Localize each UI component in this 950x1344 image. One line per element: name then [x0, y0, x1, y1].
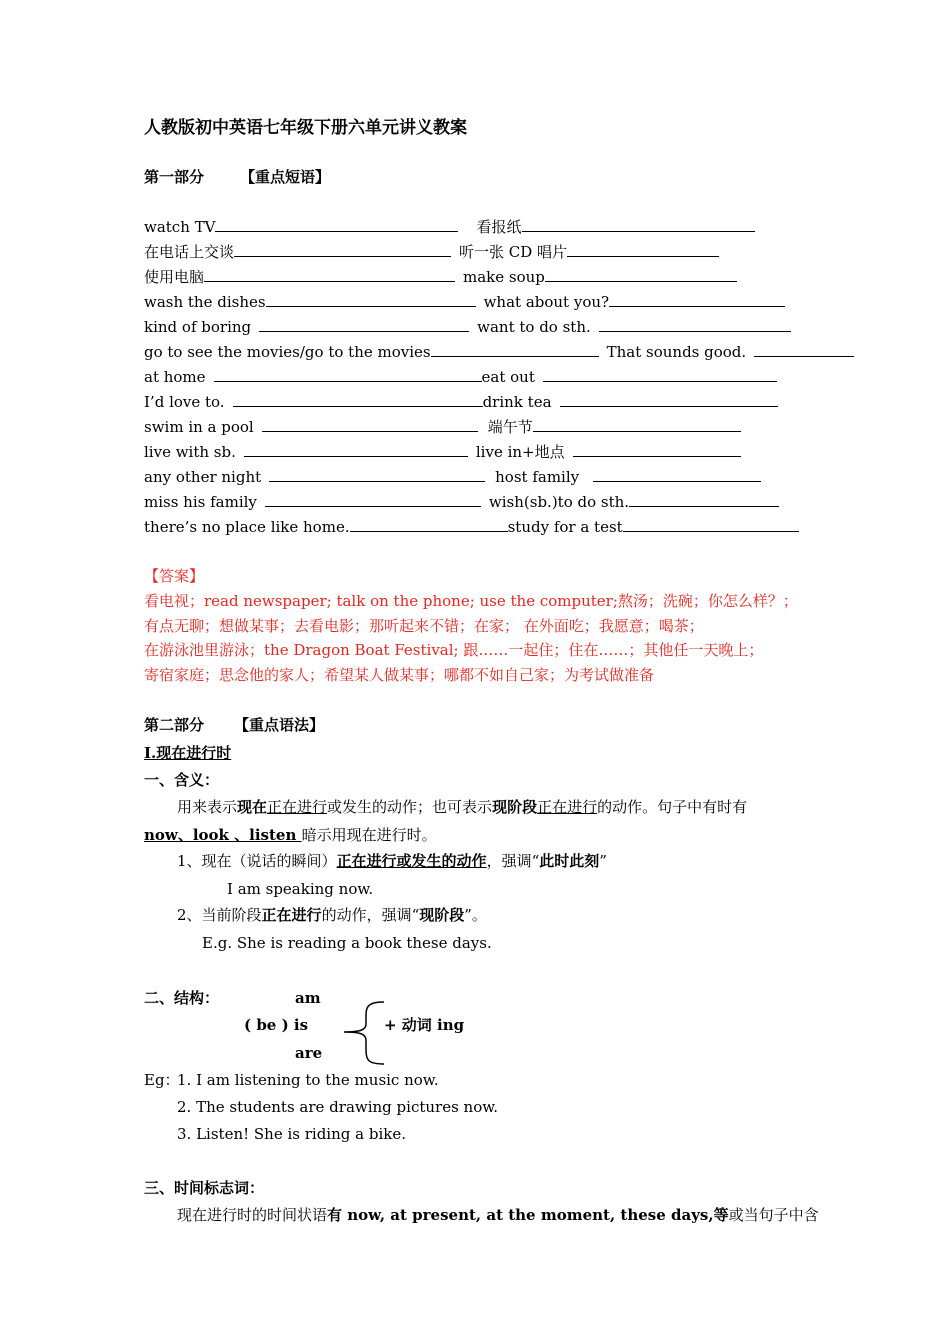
example-sentence: 2. The students are drawing pictures now. [177, 1098, 499, 1116]
phrase-left: 在电话上交谈 [144, 243, 235, 261]
brace-icon [340, 998, 388, 1068]
text: 1、现在（说话的瞬间） [177, 852, 337, 870]
part2-label-text: 第二部分 [144, 716, 205, 734]
structure-are: are [295, 1044, 323, 1062]
section-meaning: 一、含义： [144, 771, 220, 789]
phrase-row [144, 267, 737, 287]
meaning-paragraph-line1 [177, 797, 747, 817]
text: 正在进行 [267, 798, 328, 816]
part2-label [144, 715, 324, 735]
part1-label [144, 167, 330, 187]
phrase-right: wish(sb.)to do sth. [488, 493, 630, 511]
phrase-right: study for a test [507, 518, 623, 536]
meaning-paragraph-line2 [144, 825, 437, 845]
structure-am: am [295, 989, 321, 1007]
phrase-row [144, 392, 778, 412]
text: 2、当前阶段 [177, 906, 262, 924]
phrase-left: any other night [144, 468, 262, 486]
phrase-right: drink tea [482, 393, 552, 411]
text: 或发生的动作；也可表示 [327, 798, 493, 816]
part1-label-text: 第一部分 [144, 168, 205, 186]
usage-item-1 [177, 851, 607, 871]
phrase-row [144, 517, 799, 537]
text: 用来表示 [177, 798, 238, 816]
text: ”。 [464, 906, 487, 924]
text: 的动作，强调“ [321, 906, 420, 924]
text: 正在进行 [261, 906, 322, 924]
phrase-right: what about you? [483, 293, 610, 311]
text: now、look 、listen [144, 826, 302, 844]
phrase-row [144, 217, 755, 237]
phrase-row [144, 367, 777, 387]
text: 正在进行 [537, 798, 598, 816]
text: 现阶段 [419, 906, 465, 924]
example-sentence: 1. I am listening to the music now. [177, 1071, 439, 1089]
answer-line: 在游泳池里游泳；the Dragon Boat Festival; 跟……一起住；住在……；其他任一天晚上； [144, 641, 764, 659]
eg-label: Eg： [144, 1071, 180, 1089]
page-title: 人教版初中英语七年级下册六单元讲义教案 [144, 118, 467, 138]
section-time-markers: 三、时间标志词： [144, 1179, 265, 1197]
text: 有 now, at present, at the moment, these days,等 [327, 1206, 729, 1224]
phrase-left: wash the dishes [144, 293, 266, 311]
phrase-left: I’d love to. [144, 393, 225, 411]
phrase-left: there’s no place like home. [144, 518, 350, 536]
phrase-right: live in+地点 [475, 443, 565, 461]
phrase-left: kind of boring [144, 318, 252, 336]
answer-line: 寄宿家庭；思念他的家人；希望某人做某事；哪都不如自己家；为考试做准备 [144, 666, 655, 684]
text: 暗示用现在进行时。 [301, 826, 437, 844]
phrase-left: at home [144, 368, 206, 386]
phrase-right: host family [495, 468, 580, 486]
phrase-left: swim in a pool [144, 418, 254, 436]
phrase-left: miss his family [144, 493, 257, 511]
phrase-row [144, 492, 779, 512]
phrase-left: go to see the movies/go to the movies [144, 343, 431, 361]
phrase-row [144, 417, 741, 437]
structure-be-is: ( be ) is [244, 1016, 309, 1034]
phrase-row [144, 342, 854, 362]
text: 的动作。句子中有时有 [597, 798, 748, 816]
phrase-left: 使用电脑 [144, 268, 205, 286]
phrase-right: want to do sth. [477, 318, 591, 336]
text: 此时此刻 [539, 852, 600, 870]
time-markers-paragraph [177, 1205, 819, 1225]
answer-label: 【答案】 [144, 567, 205, 585]
phrase-row [144, 292, 785, 312]
example-2: E.g. She is reading a book these days. [202, 934, 492, 952]
text: 现阶段 [492, 798, 538, 816]
answer-line: 有点无聊；想做某事；去看电影；那听起来不错；在家； 在外面吃；我愿意；喝茶； [144, 617, 704, 635]
phrase-row [144, 242, 719, 262]
phrase-left: live with sb. [144, 443, 236, 461]
structure-plus-verb-ing: + 动词 ing [384, 1016, 465, 1034]
phrase-right: 听一张 CD 唱片 [459, 243, 568, 261]
text: 现在 [237, 798, 268, 816]
phrase-right: That sounds good. [606, 343, 747, 361]
usage-item-2 [177, 905, 487, 925]
answer-line: 看电视；read newspaper; talk on the phone; use the computer;熬汤；洗碗；你怎么样？； [144, 592, 798, 610]
phrase-right: 端午节 [487, 418, 533, 436]
phrase-right: make soup [463, 268, 545, 286]
phrase-row [144, 317, 791, 337]
text: 正在进行或发生的动作 [336, 852, 487, 870]
phrase-right: eat out [481, 368, 535, 386]
example-sentence: 3. Listen! She is riding a bike. [177, 1125, 406, 1143]
text: ，强调“ [486, 852, 540, 870]
text: ” [599, 852, 607, 870]
phrase-row [144, 442, 741, 462]
section-structure: 二、结构： [144, 989, 220, 1007]
part1-bracket: 【重点短语】 [240, 168, 331, 186]
part2-bracket: 【重点语法】 [234, 716, 325, 734]
phrase-right: 看报纸 [476, 218, 522, 236]
text: 或当句子中含 [728, 1206, 819, 1224]
text: 现在进行时的时间状语 [177, 1206, 328, 1224]
phrase-row [144, 467, 761, 487]
example-1: I am speaking now. [227, 880, 374, 898]
phrase-left: watch TV [144, 218, 216, 236]
grammar-heading: I.现在进行时 [144, 744, 232, 762]
